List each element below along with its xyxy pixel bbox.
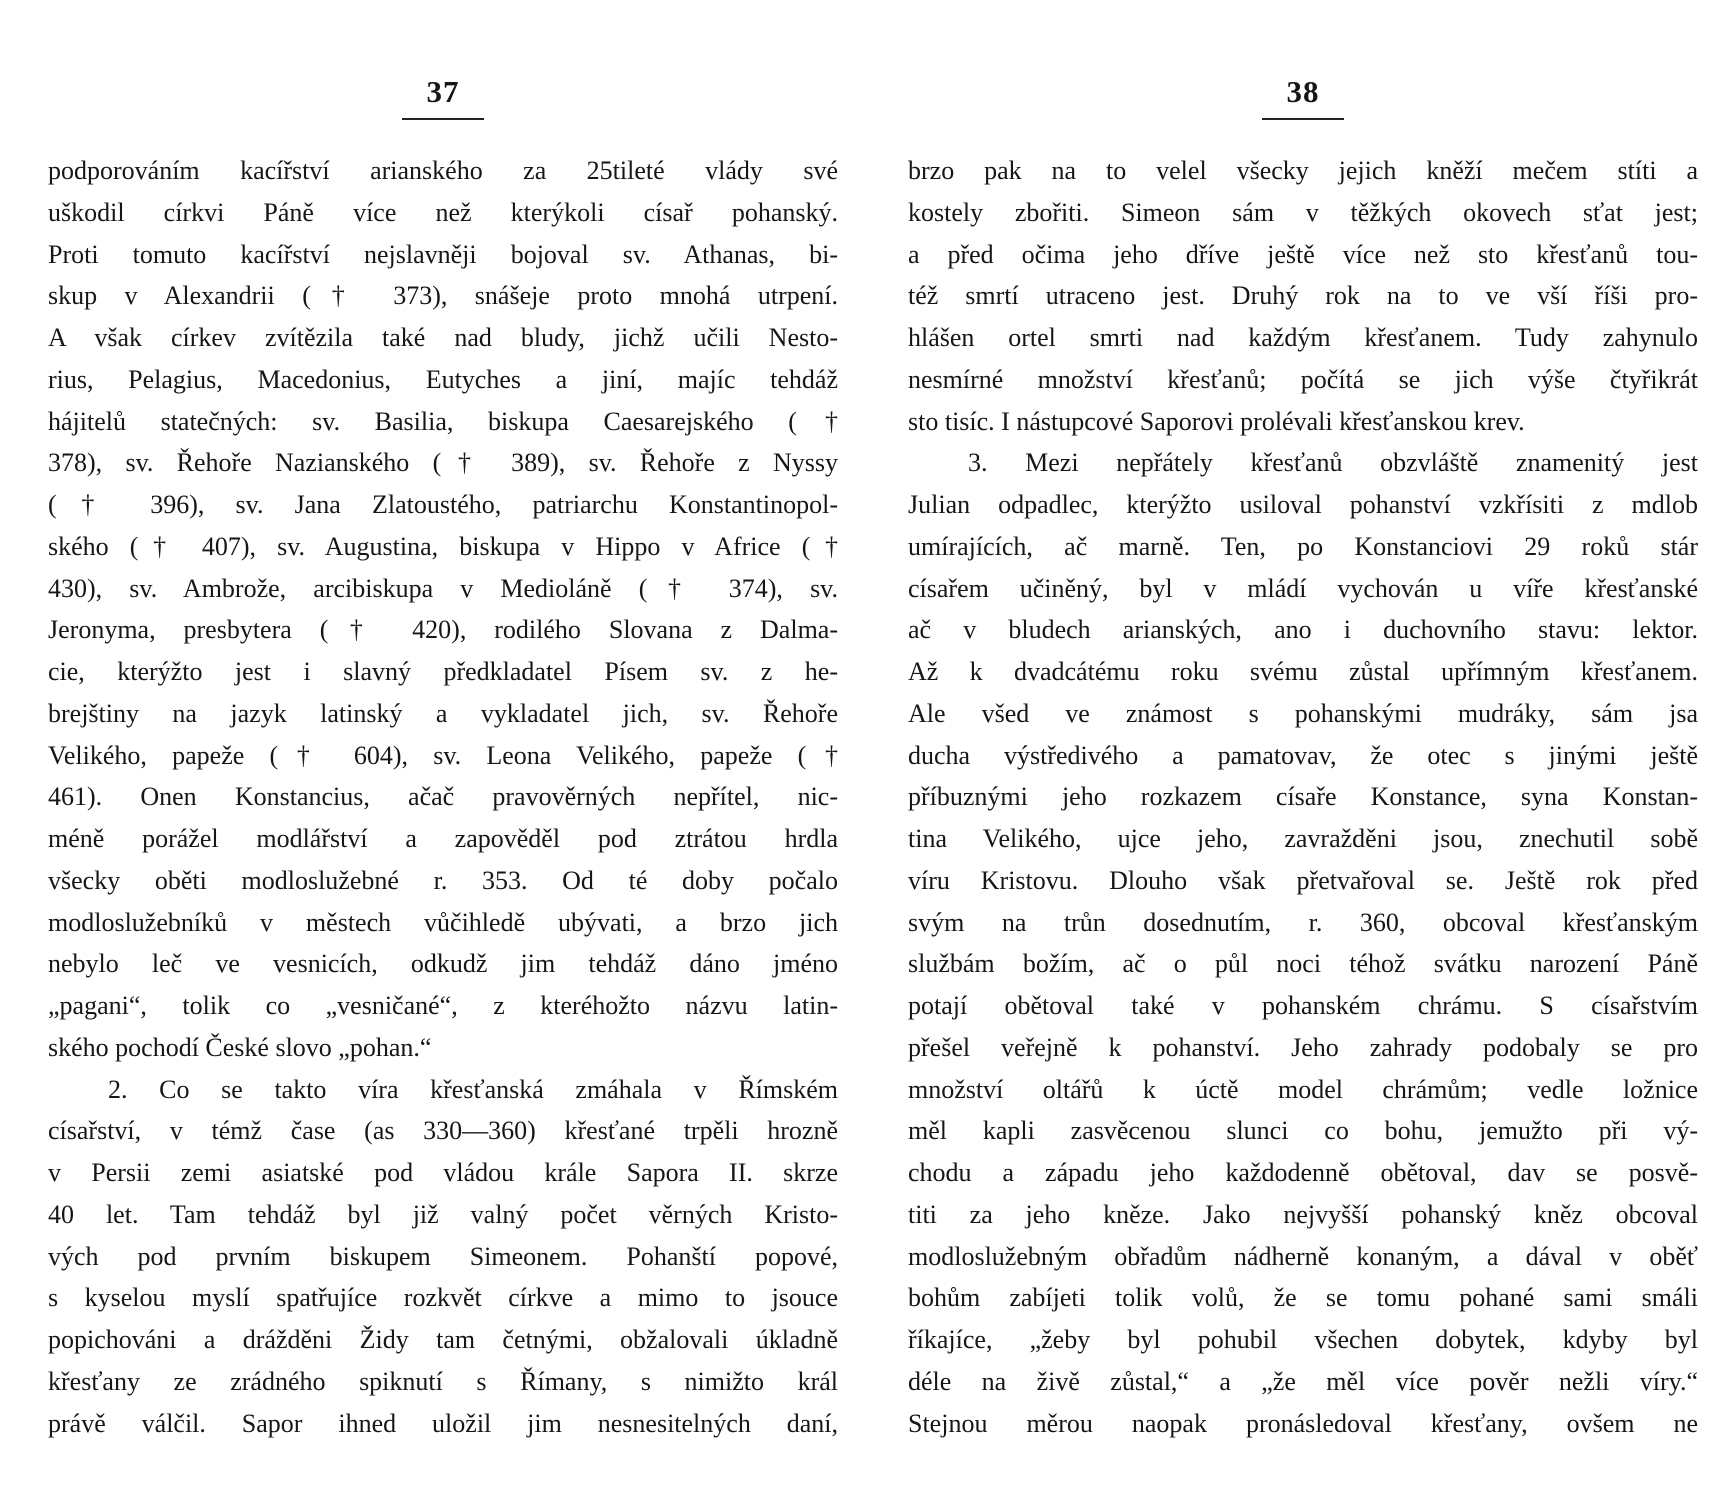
text-line: ského pochodí České slovo „pohan.“	[48, 1032, 432, 1062]
text-line: hlášen ortel smrti nad každým křesťanem. Tudy zahynulo	[908, 323, 1698, 352]
text-line: ducha výstředivého a pamatovav, že otec s jinými ještě	[908, 740, 1698, 770]
text-line: modloslužebným obřadům nádherně konaným, a dával v oběť	[908, 1241, 1698, 1271]
page-number: 37	[426, 74, 460, 109]
text-line: popichováni a drážděni Židy tam četnými, obžalovali úkladně	[48, 1325, 838, 1354]
text-line: umírajících, ač marně. Ten, po Konstanciovi 29 roků stár	[908, 531, 1698, 561]
text-line: vých pod prvním biskupem Simeonem. Pohanští popové,	[48, 1241, 838, 1271]
text-line: podporováním kacířství arianského za 25tileté vlády své	[48, 156, 838, 185]
page-number: 38	[1286, 74, 1320, 109]
page-text	[48, 150, 838, 1444]
text-line: ač v bludech arianských, ano i duchovního stavu: lektor.	[908, 615, 1698, 645]
text-line: přešel veřejně k pohanství. Jeho zahrady podobaly se pro	[908, 1032, 1698, 1062]
text-line: a před očima jeho dříve ještě více než sto křesťanů tou-	[908, 239, 1698, 269]
page-text	[908, 150, 1698, 1444]
text-line: křesťany ze zrádného spiknutí s Římany, s nimižto král	[48, 1366, 838, 1396]
text-line: rius, Pelagius, Macedonius, Eutyches a jiní, majíc tehdáž	[48, 364, 838, 394]
text-line: tina Velikého, ujce jeho, zavražděni jsou, znechutil sobě	[908, 824, 1698, 853]
text-line: Proti tomuto kacířství nejslavněji bojoval sv. Athanas, bi-	[48, 239, 838, 269]
text-line: 40 let. Tam tehdáž byl již valný počet věrných Kristo-	[48, 1199, 838, 1229]
text-line: brzo pak na to velel všecky jejich kněží mečem stíti a	[908, 156, 1698, 185]
text-line: císařství, v témž čase (as 330—360) křesťané trpěli hrozně	[48, 1116, 838, 1146]
text-line: Jeronyma, presbytera († 420), rodilého Slovana z Dalma-	[48, 615, 838, 645]
text-line: měl kapli zasvěcenou slunci co bohu, jemužto při vý-	[908, 1116, 1698, 1146]
left-page	[48, 0, 838, 1500]
text-line: 3. Mezi nepřátely křesťanů obzvláště znamenitý jest	[968, 448, 1698, 478]
text-line: s kyselou myslí spatřujíce rozkvět církve a mimo to jsouce	[48, 1283, 838, 1313]
text-line: skup v Alexandrii († 373), snášeje proto mnohá utrpení.	[48, 281, 838, 311]
text-line: též smrtí utraceno jest. Druhý rok na to ve vší říši pro-	[908, 281, 1698, 311]
text-line: ského († 407), sv. Augustina, biskupa v Hippo v Africe (†	[48, 531, 838, 561]
text-line: 461). Onen Konstancius, ačač pravověrných nepřítel, nic-	[48, 782, 838, 812]
text-line: Velikého, papeže († 604), sv. Leona Velikého, papeže (†	[48, 740, 838, 770]
text-line: nesmírné množství křesťanů; počítá se jich výše čtyřikrát	[908, 364, 1698, 394]
text-line: císařem učiněný, byl v mládí vychován u víře křesťanské	[908, 573, 1698, 603]
text-line: titi za jeho kněze. Jako nejvyšší pohanský kněz obcoval	[908, 1199, 1698, 1229]
text-line: právě válčil. Sapor ihned uložil jim nesnesitelných daní,	[48, 1408, 838, 1438]
text-line: příbuznými jeho rozkazem císaře Konstance, syna Konstan-	[908, 782, 1698, 812]
text-line: kostely zbořiti. Simeon sám v těžkých okovech sťat jest;	[908, 197, 1698, 227]
text-line: uškodil církvi Páně více než kterýkoli císař pohanský.	[48, 197, 838, 227]
text-line: množství oltářů k úctě model chrámům; vedle ložnice	[908, 1074, 1698, 1104]
text-line: sto tisíc. I nástupcové Saporovi prolévali křesťanskou krev.	[908, 406, 1525, 436]
text-line: všecky oběti modloslužebné r. 353. Od té doby počalo	[48, 865, 838, 895]
text-line: nebylo leč ve vesnicích, odkudž jim tehdáž dáno jméno	[48, 949, 838, 979]
text-line: modloslužebníků v městech vůčihledě ubývati, a brzo jich	[48, 907, 838, 937]
text-line: hájitelů statečných: sv. Basilia, biskupa Caesarejského (†	[48, 406, 838, 436]
text-line: „pagani“, tolik co „vesničané“, z kteréhožto názvu latin-	[48, 991, 838, 1020]
text-line: 430), sv. Ambrože, arcibiskupa v Medioláně († 374), sv.	[48, 573, 838, 603]
text-line: bohům zabíjeti tolik volů, že se tomu pohané sami smáli	[908, 1283, 1698, 1313]
text-line: službám božím, ač o půl noci téhož svátku narození Páně	[908, 949, 1698, 979]
text-line: Až k dvadcátému roku svému zůstal upřímným křesťanem.	[908, 657, 1698, 686]
text-line: brejštiny na jazyk latinský a vykladatel jich, sv. Řehoře	[48, 698, 838, 728]
page-number-rule	[1262, 118, 1344, 120]
text-line: († 396), sv. Jana Zlatoustého, patriarchu Konstantinopol-	[48, 490, 838, 519]
text-line: Stejnou měrou naopak pronásledoval křesťany, ovšem ne	[908, 1408, 1698, 1438]
text-line: Ale všed ve známost s pohanskými mudráky, sám jsa	[908, 698, 1698, 728]
text-line: Julian odpadlec, kterýžto usiloval pohanství vzkřísiti z mdlob	[908, 490, 1698, 519]
page-number-rule	[402, 118, 484, 120]
text-line: A však církev zvítězila také nad bludy, jichž učili Nesto-	[48, 323, 838, 352]
text-line: v Persii zemi asiatské pod vládou krále Sapora II. skrze	[48, 1158, 838, 1187]
text-line: potají obětoval také v pohanském chrámu. S císařstvím	[908, 991, 1698, 1020]
text-line: 378), sv. Řehoře Nazianského († 389), sv. Řehoře z Nyssy	[48, 448, 838, 478]
text-line: chodu a západu jeho každodenně obětoval, dav se posvě-	[908, 1158, 1698, 1187]
text-line: svým na trůn dosednutím, r. 360, obcoval křesťanským	[908, 907, 1698, 937]
text-line: říkajíce, „žeby byl pohubil všechen dobytek, kdyby byl	[908, 1325, 1698, 1354]
text-line: cie, kterýžto jest i slavný předkladatel Písem sv. z he-	[48, 657, 838, 686]
text-line: méně porážel modlářství a zapověděl pod ztrátou hrdla	[48, 824, 838, 853]
text-line: déle na živě zůstal,“ a „že měl více pověr nežli víry.“	[908, 1366, 1698, 1396]
text-line: 2. Co se takto víra křesťanská zmáhala v Římském	[108, 1074, 838, 1104]
right-page	[908, 0, 1698, 1500]
text-line: víru Kristovu. Dlouho však přetvařoval se. Ještě rok před	[908, 865, 1698, 895]
